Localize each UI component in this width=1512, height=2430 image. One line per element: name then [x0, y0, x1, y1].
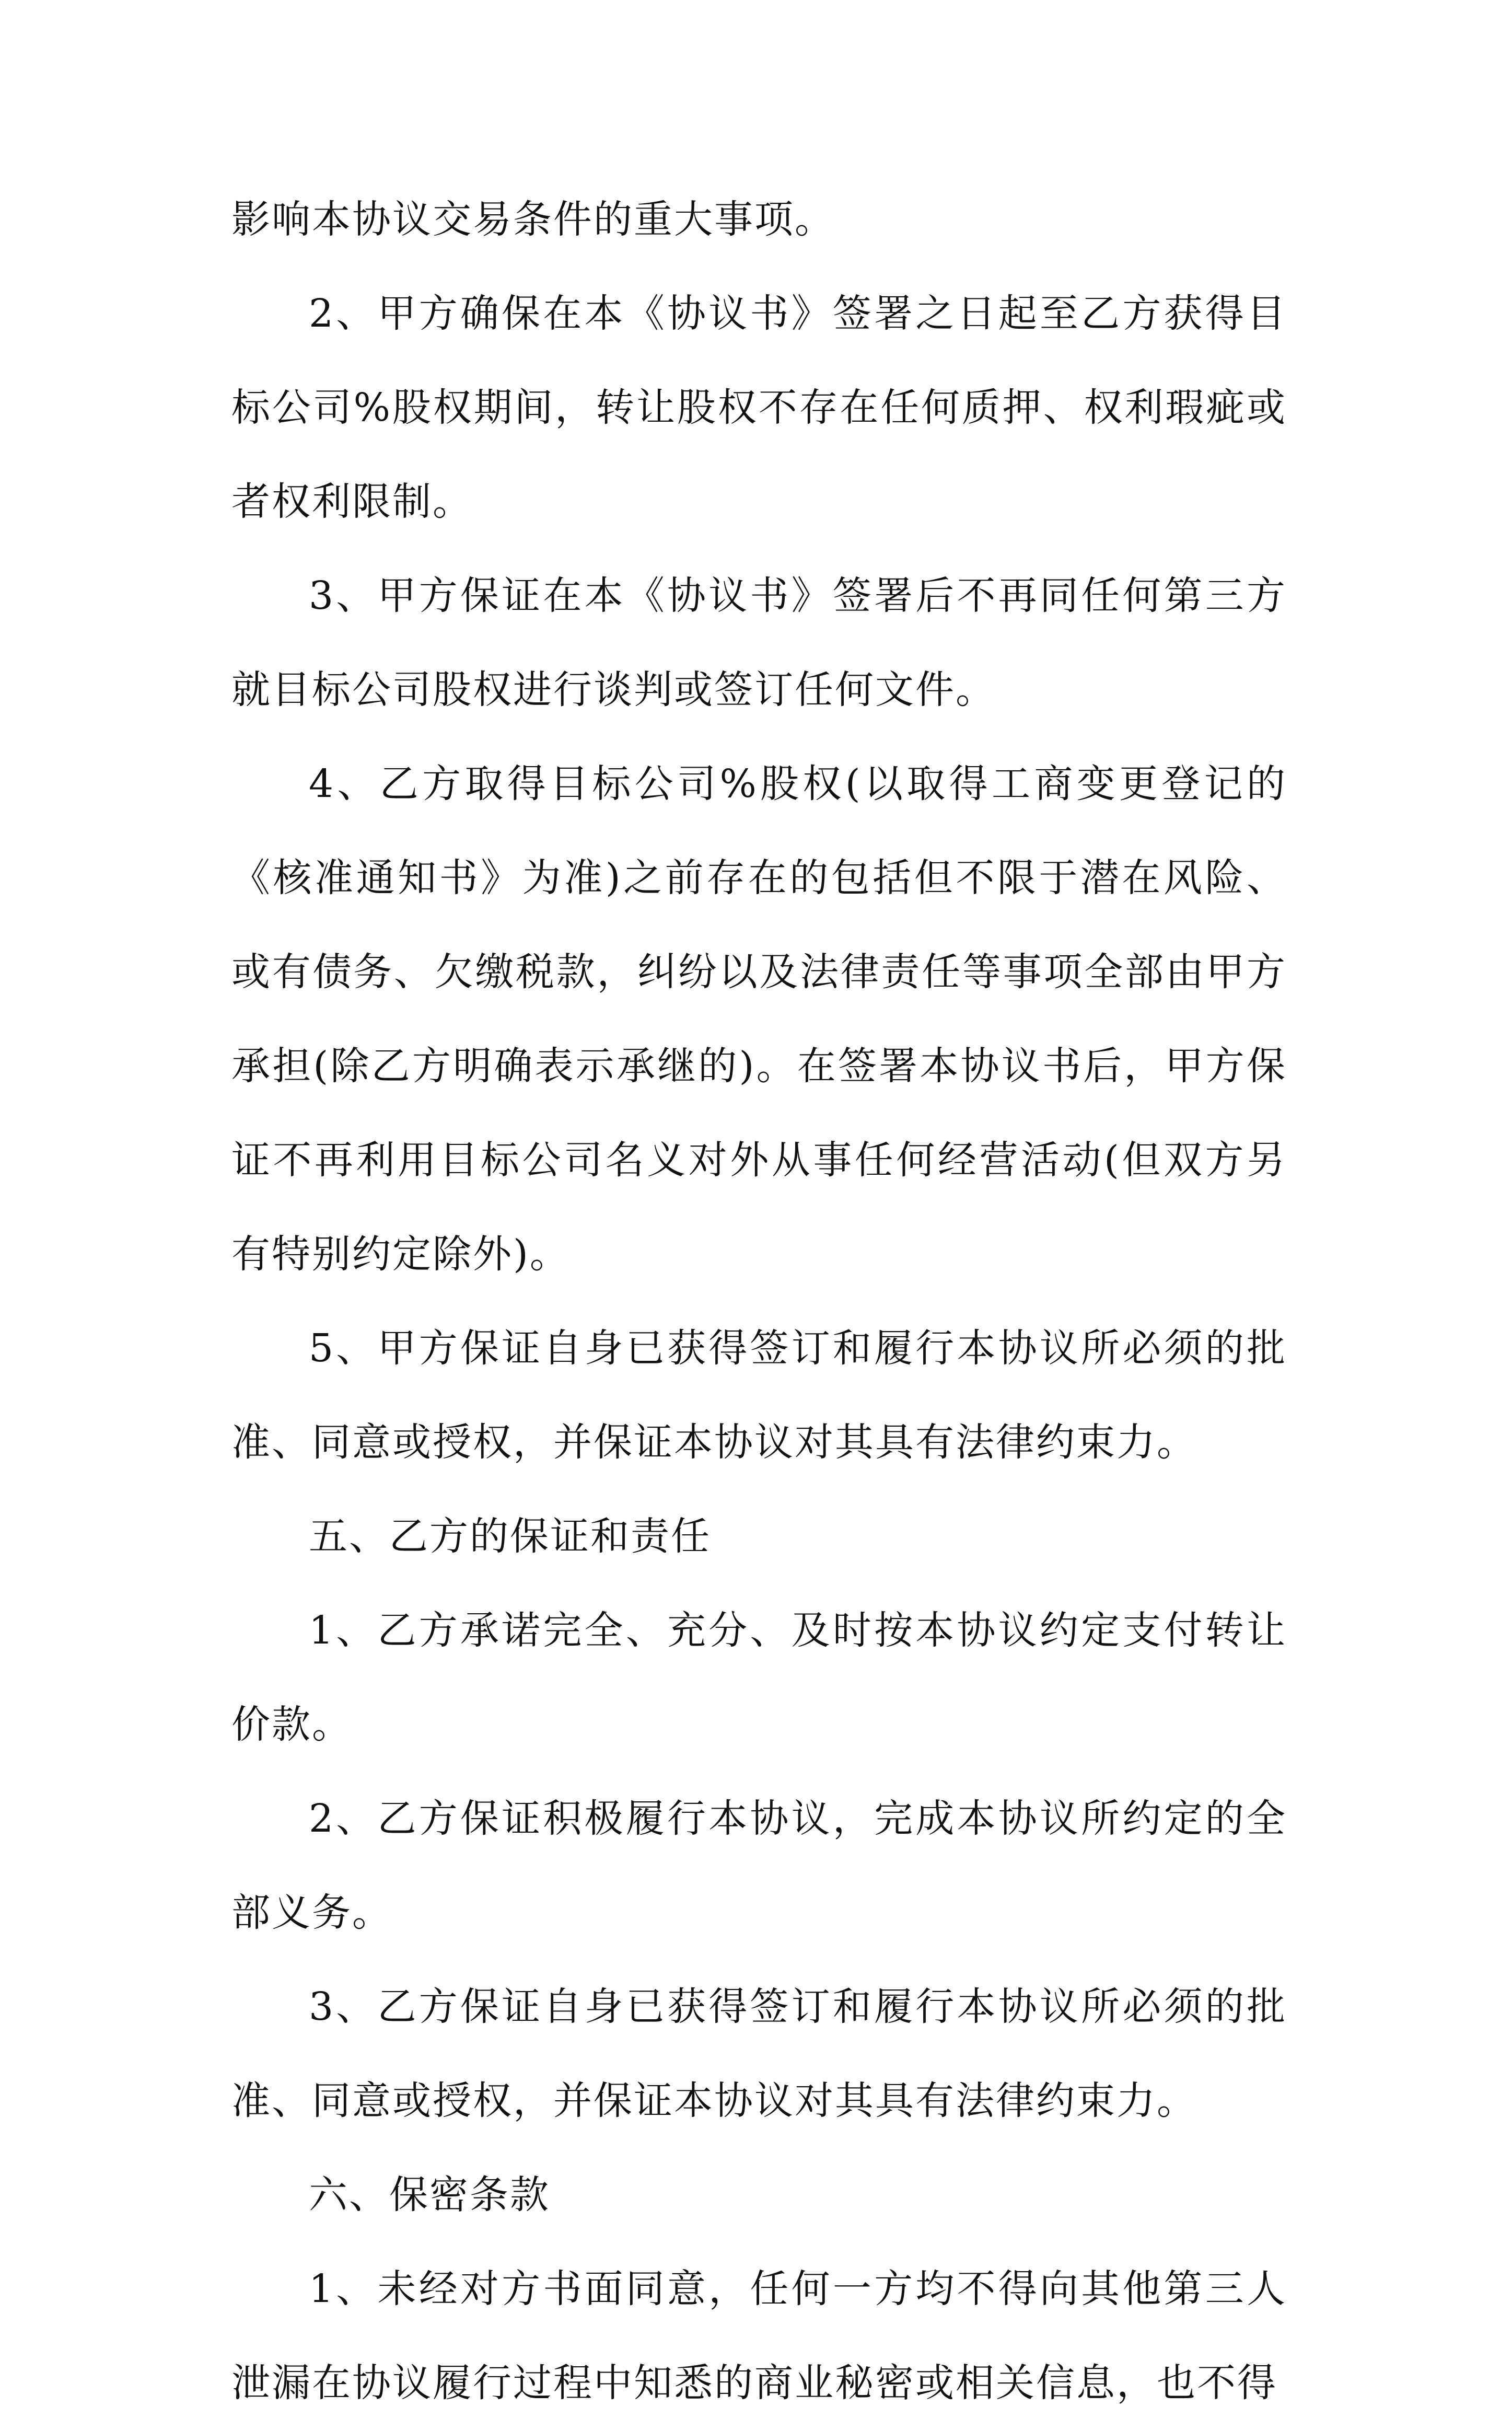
paragraph-clause-c1: 1、未经对方书面同意，任何一方均不得向其他第三人泄漏在协议履行过程中知悉的商业秘密或相关信息，也不得 — [231, 2266, 1287, 2405]
section-heading-6: 六、保密条款 — [309, 2172, 550, 2217]
paragraph-clause-2: 2、甲方确保在本《协议书》签署之日起至乙方获得目标公司%股权期间，转让股权不存在任何质押、权利瑕疵或者权利限制。 — [231, 291, 1287, 524]
document-body — [231, 172, 1287, 2430]
paragraph-continuation: 影响本协议交易条件的重大事项。 — [231, 197, 835, 242]
paragraph-clause-5: 5、甲方保证自身已获得签订和履行本协议所必须的批准、同意或授权，并保证本协议对其具有法律约束力。 — [231, 1326, 1287, 1465]
paragraph-clause-b2: 2、乙方保证积极履行本协议，完成本协议所约定的全部义务。 — [231, 1796, 1287, 1935]
section-heading-5: 五、乙方的保证和责任 — [309, 1514, 711, 1559]
paragraph-clause-3: 3、甲方保证在本《协议书》签署后不再同任何第三方就目标公司股权进行谈判或签订任何文件。 — [231, 573, 1287, 712]
paragraph-clause-4: 4、乙方取得目标公司%股权(以取得工商变更登记的《核准通知书》为准)之前存在的包括但不限于潜在风险、或有债务、欠缴税款，纠纷以及法律责任等事项全部由甲方承担(除乙方明确表示承继的)。在签署本协议书后，甲方保证不再利用目标公司名义对外从事任何经营活动(但双方另有特别约定除外)。 — [231, 761, 1287, 1277]
paragraph-clause-b3: 3、乙方保证自身已获得签订和履行本协议所必须的批准、同意或授权，并保证本协议对其具有法律约束力。 — [231, 1984, 1287, 2123]
paragraph-clause-b1: 1、乙方承诺完全、充分、及时按本协议约定支付转让价款。 — [231, 1608, 1287, 1747]
